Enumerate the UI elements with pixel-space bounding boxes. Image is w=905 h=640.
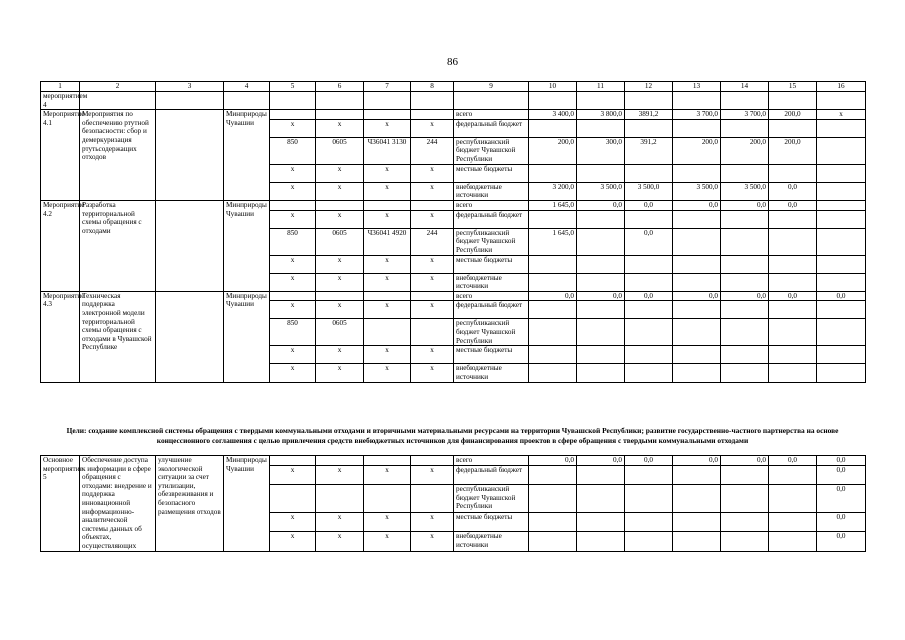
table-cell xyxy=(673,273,721,291)
table-cell xyxy=(769,119,817,137)
table-cell xyxy=(625,301,673,319)
table-cell: 0,0 xyxy=(817,513,866,532)
table-cell xyxy=(529,513,577,532)
table-cell: 0,0 xyxy=(721,291,769,301)
table-cell: 9 xyxy=(454,82,529,92)
table-cell xyxy=(156,200,224,291)
table-cell xyxy=(769,301,817,319)
table-cell xyxy=(316,291,364,301)
table-cell xyxy=(673,119,721,137)
table-cell: 0605 xyxy=(316,228,364,255)
table-cell xyxy=(577,228,625,255)
table-cell: x xyxy=(270,513,316,532)
table-cell: 2 xyxy=(80,82,156,92)
table-cell xyxy=(673,301,721,319)
table-cell: 13 xyxy=(673,82,721,92)
table-cell: x xyxy=(364,273,411,291)
table-cell: x xyxy=(411,532,454,551)
table-cell: 14 xyxy=(721,82,769,92)
table-cell: федеральный бюджет xyxy=(454,301,529,319)
table-cell xyxy=(270,200,316,210)
table-cell xyxy=(817,364,866,382)
table-cell xyxy=(577,92,625,110)
table-cell: 0,0 xyxy=(817,485,866,513)
table-cell xyxy=(316,92,364,110)
table-cell: Ч36041 3130 xyxy=(364,137,411,164)
table-cell xyxy=(673,513,721,532)
table-cell: Минприроды Чувашии xyxy=(224,110,270,201)
table-cell: x xyxy=(364,364,411,382)
table-cell: внебюджетные источники xyxy=(454,182,529,200)
table-cell xyxy=(625,164,673,182)
table-cell: республиканский бюджет Чувашской Республики xyxy=(454,319,529,346)
table-cell: 3 500,0 xyxy=(625,182,673,200)
table-cell: x xyxy=(316,301,364,319)
table-cell xyxy=(673,364,721,382)
table-cell: Ч36041 4920 xyxy=(364,228,411,255)
table-cell: x xyxy=(270,273,316,291)
table-cell: x xyxy=(411,273,454,291)
table-cell: внебюджетные источники xyxy=(454,273,529,291)
table-cell: 0605 xyxy=(316,319,364,346)
table-cell xyxy=(577,319,625,346)
table-cell: Минприроды Чувашии xyxy=(224,291,270,382)
table-cell xyxy=(673,346,721,364)
table-cell: x xyxy=(364,119,411,137)
table-cell xyxy=(316,200,364,210)
table-cell xyxy=(673,485,721,513)
table-cell: 0,0 xyxy=(817,456,866,466)
table-cell: 16 xyxy=(817,82,866,92)
table-cell xyxy=(817,92,866,110)
table-cell: 200,0 xyxy=(721,137,769,164)
table-cell: x xyxy=(817,110,866,120)
table-cell xyxy=(625,210,673,228)
table-cell xyxy=(529,301,577,319)
table-cell: 3 400,0 xyxy=(529,110,577,120)
table-cell xyxy=(577,466,625,485)
table-cell xyxy=(721,164,769,182)
table-cell: 0,0 xyxy=(673,291,721,301)
table-cell xyxy=(769,364,817,382)
table-cell: 3 500,0 xyxy=(721,182,769,200)
table-cell xyxy=(673,228,721,255)
table-cell: x xyxy=(364,513,411,532)
table-cell xyxy=(577,513,625,532)
table-cell: 0,0 xyxy=(577,291,625,301)
table-cell: 391,2 xyxy=(625,137,673,164)
table-cell: x xyxy=(270,364,316,382)
table-cell: Обеспечение доступа к информации в сфере обращения с отходами: внедрение и поддержка инновационной информационно-аналитической системы данных об объектах, осуществляющих xyxy=(80,456,156,552)
table-cell: 244 xyxy=(411,137,454,164)
table-cell: x xyxy=(270,346,316,364)
table-cell: республиканский бюджет Чувашской Республики xyxy=(454,228,529,255)
table-cell: x xyxy=(270,255,316,273)
table-cell: 0,0 xyxy=(625,228,673,255)
table-cell xyxy=(721,466,769,485)
table-cell: x xyxy=(411,364,454,382)
table-cell xyxy=(769,273,817,291)
table-cell xyxy=(721,346,769,364)
table-cell: x xyxy=(316,364,364,382)
table-cell xyxy=(411,456,454,466)
table-cell: 300,0 xyxy=(577,137,625,164)
table-cell: x xyxy=(270,164,316,182)
table-cell: 3 500,0 xyxy=(673,182,721,200)
table-cell: 0,0 xyxy=(721,456,769,466)
table-cell xyxy=(270,92,316,110)
table-cell: 10 xyxy=(529,82,577,92)
table-cell xyxy=(529,164,577,182)
table-cell xyxy=(529,485,577,513)
table-cell: 0,0 xyxy=(769,200,817,210)
table-cell: x xyxy=(270,210,316,228)
table-cell xyxy=(529,364,577,382)
budget-table-continued xyxy=(40,455,866,552)
page-number: 86 xyxy=(447,56,458,68)
table-cell: x xyxy=(270,532,316,551)
table-cell xyxy=(156,92,224,110)
table-cell xyxy=(769,346,817,364)
table-cell: x xyxy=(316,346,364,364)
table-cell xyxy=(721,273,769,291)
table-cell: x xyxy=(364,182,411,200)
table-cell xyxy=(577,255,625,273)
table-cell: 0,0 xyxy=(769,291,817,301)
table-cell: 1 645,0 xyxy=(529,200,577,210)
table-row xyxy=(41,92,866,110)
table-cell: x xyxy=(411,466,454,485)
table-cell xyxy=(625,273,673,291)
table-cell xyxy=(224,92,270,110)
table-cell: x xyxy=(270,182,316,200)
table-cell xyxy=(316,456,364,466)
table-cell: 0,0 xyxy=(625,456,673,466)
table-cell xyxy=(156,110,224,201)
table-cell xyxy=(817,255,866,273)
table-cell xyxy=(721,210,769,228)
table-cell xyxy=(364,110,411,120)
table-cell xyxy=(316,485,364,513)
table-cell xyxy=(721,513,769,532)
table-cell: x xyxy=(316,513,364,532)
table-cell xyxy=(364,92,411,110)
table-cell xyxy=(817,210,866,228)
table-cell xyxy=(270,485,316,513)
table-cell xyxy=(673,319,721,346)
table-cell: x xyxy=(411,119,454,137)
table-cell xyxy=(769,228,817,255)
table-cell xyxy=(673,532,721,551)
budget-table xyxy=(40,81,866,383)
table-cell xyxy=(721,228,769,255)
table-cell xyxy=(817,228,866,255)
table-cell xyxy=(721,532,769,551)
table-cell xyxy=(270,110,316,120)
table-cell: x xyxy=(364,301,411,319)
table-cell xyxy=(721,301,769,319)
table-cell xyxy=(577,119,625,137)
table-cell xyxy=(80,92,156,110)
table-cell: 850 xyxy=(270,319,316,346)
table-cell xyxy=(411,110,454,120)
table-cell: x xyxy=(316,119,364,137)
table-cell: x xyxy=(270,466,316,485)
table-cell: x xyxy=(411,182,454,200)
table-cell: 3 800,0 xyxy=(577,110,625,120)
table-cell: 0,0 xyxy=(577,200,625,210)
table-cell xyxy=(817,164,866,182)
table-cell: республиканский бюджет Чувашской Республики xyxy=(454,137,529,164)
table-cell: x xyxy=(411,164,454,182)
table-cell xyxy=(364,319,411,346)
table-cell xyxy=(577,485,625,513)
table-cell xyxy=(529,255,577,273)
table-cell xyxy=(625,532,673,551)
table-cell xyxy=(577,301,625,319)
table-cell: местные бюджеты xyxy=(454,513,529,532)
table-cell: 3891,2 xyxy=(625,110,673,120)
table-cell: 7 xyxy=(364,82,411,92)
table-cell: 200,0 xyxy=(529,137,577,164)
table-cell xyxy=(411,92,454,110)
table-cell: Мероприятие 4.2 xyxy=(41,200,80,291)
table-cell: внебюджетные источники xyxy=(454,532,529,551)
table-cell: 6 xyxy=(316,82,364,92)
table-cell xyxy=(769,513,817,532)
table-cell xyxy=(817,137,866,164)
table-cell: x xyxy=(364,466,411,485)
table-cell xyxy=(625,466,673,485)
table-row xyxy=(41,110,866,120)
table-cell xyxy=(817,301,866,319)
table-cell: 0605 xyxy=(316,137,364,164)
table-cell: 3 700,0 xyxy=(721,110,769,120)
table-cell xyxy=(270,456,316,466)
table-cell: 0,0 xyxy=(817,466,866,485)
table-cell: x xyxy=(364,255,411,273)
table-cell xyxy=(625,255,673,273)
table-cell: x xyxy=(316,164,364,182)
table-cell: 0,0 xyxy=(625,291,673,301)
table-cell: 0,0 xyxy=(529,456,577,466)
table-cell xyxy=(364,291,411,301)
table-cell: x xyxy=(411,346,454,364)
table-cell: республиканский бюджет Чувашской Республики xyxy=(454,485,529,513)
table-cell xyxy=(625,364,673,382)
table-cell: местные бюджеты xyxy=(454,255,529,273)
table-cell xyxy=(316,110,364,120)
table-cell: 850 xyxy=(270,137,316,164)
table-cell xyxy=(411,485,454,513)
table-cell xyxy=(577,164,625,182)
table-cell xyxy=(769,255,817,273)
table-cell xyxy=(625,346,673,364)
table-cell: 200,0 xyxy=(769,137,817,164)
table-cell: внебюджетные источники xyxy=(454,364,529,382)
table-cell xyxy=(769,532,817,551)
table-cell xyxy=(673,466,721,485)
table-cell xyxy=(625,119,673,137)
table-cell: всего xyxy=(454,456,529,466)
table-cell: x xyxy=(316,210,364,228)
table-cell: 200,0 xyxy=(769,110,817,120)
table-cell: x xyxy=(270,301,316,319)
table-cell: местные бюджеты xyxy=(454,346,529,364)
table-cell: Мероприятие 4.3 xyxy=(41,291,80,382)
table-cell: 8 xyxy=(411,82,454,92)
goal-text: Цели: создание комплексной системы обращения с твердыми коммунальными отходами и вторичными материальными ресурсами на территории Чувашской Республики; развитие государственно-частного партнерства на основе концессионного соглашения с целью привлечения средств внебюджетных источников для финансирования проектов в сфере обращения с твердыми коммунальными отходами xyxy=(66,426,839,445)
table-cell: x xyxy=(411,513,454,532)
table-cell: Разработка территориальной схемы обращения с отходами xyxy=(80,200,156,291)
table-cell: улучшение экологической ситуации за счет утилизации, обезвреживания и безопасного размещения отходов xyxy=(156,456,224,552)
table-cell: 200,0 xyxy=(673,137,721,164)
table-cell xyxy=(769,319,817,346)
table-cell xyxy=(625,513,673,532)
table-cell: x xyxy=(411,255,454,273)
table-cell: 0,0 xyxy=(529,291,577,301)
table-cell xyxy=(454,92,529,110)
table-cell xyxy=(529,210,577,228)
table-cell xyxy=(721,92,769,110)
table-cell: x xyxy=(364,532,411,551)
table-cell xyxy=(673,210,721,228)
table-cell: x xyxy=(316,532,364,551)
table-cell xyxy=(156,291,224,382)
table-cell xyxy=(577,346,625,364)
table-cell xyxy=(411,319,454,346)
table-cell: Минприроды Чувашии xyxy=(224,456,270,552)
table-cell: 244 xyxy=(411,228,454,255)
table-row xyxy=(41,456,866,466)
table-cell: x xyxy=(411,301,454,319)
table-cell xyxy=(721,119,769,137)
table-cell xyxy=(577,364,625,382)
table-cell xyxy=(769,466,817,485)
table-cell: 0,0 xyxy=(817,532,866,551)
table-cell xyxy=(721,485,769,513)
table-cell xyxy=(625,485,673,513)
table-cell: 0,0 xyxy=(721,200,769,210)
table-cell: Основное мероприятие 5 xyxy=(41,456,80,552)
table-cell: 0,0 xyxy=(769,182,817,200)
table-cell xyxy=(769,92,817,110)
table-cell: Мероприятие 4.1 xyxy=(41,110,80,201)
table-cell xyxy=(529,346,577,364)
table-cell xyxy=(817,319,866,346)
table-cell: всего xyxy=(454,200,529,210)
table-cell: федеральный бюджет xyxy=(454,119,529,137)
table-cell xyxy=(817,273,866,291)
table-cell xyxy=(625,319,673,346)
table-cell: 0,0 xyxy=(625,200,673,210)
table-cell: x xyxy=(270,119,316,137)
table-header-row xyxy=(41,82,866,92)
table-cell: всего xyxy=(454,291,529,301)
table-cell: 0,0 xyxy=(769,456,817,466)
table-cell: Минприроды Чувашии xyxy=(224,200,270,291)
table-cell: 0,0 xyxy=(673,200,721,210)
table-cell xyxy=(577,532,625,551)
table-cell: x xyxy=(316,466,364,485)
table-cell: 1 xyxy=(41,82,80,92)
table-cell xyxy=(673,164,721,182)
table-cell xyxy=(769,164,817,182)
table-cell: 1 645,0 xyxy=(529,228,577,255)
table-cell xyxy=(577,273,625,291)
table-cell: 0,0 xyxy=(577,456,625,466)
table-cell: местные бюджеты xyxy=(454,164,529,182)
table-row xyxy=(41,291,866,301)
table-cell xyxy=(817,346,866,364)
table-cell: 11 xyxy=(577,82,625,92)
table-cell xyxy=(529,532,577,551)
table-cell xyxy=(673,255,721,273)
table-cell: всего xyxy=(454,110,529,120)
table-cell: федеральный бюджет xyxy=(454,466,529,485)
table-cell: x xyxy=(316,182,364,200)
table-cell: 3 700,0 xyxy=(673,110,721,120)
table-cell xyxy=(270,291,316,301)
table-cell xyxy=(817,200,866,210)
table-cell: x xyxy=(316,273,364,291)
table-cell: 850 xyxy=(270,228,316,255)
table-cell xyxy=(769,485,817,513)
table-cell xyxy=(529,273,577,291)
table-cell: 3 xyxy=(156,82,224,92)
table-cell xyxy=(529,319,577,346)
table-cell: Техническая поддержка электронной модели территориальной схемы обращения с отходами в Чувашской Республике xyxy=(80,291,156,382)
table-cell xyxy=(625,92,673,110)
table-cell xyxy=(673,92,721,110)
table-cell xyxy=(529,92,577,110)
table-cell: 12 xyxy=(625,82,673,92)
table-cell xyxy=(529,466,577,485)
table-cell xyxy=(364,200,411,210)
table-cell xyxy=(769,210,817,228)
table-cell: x xyxy=(411,210,454,228)
table-cell: федеральный бюджет xyxy=(454,210,529,228)
table-cell xyxy=(529,119,577,137)
table-cell xyxy=(364,456,411,466)
table-cell: 3 200,0 xyxy=(529,182,577,200)
table-cell xyxy=(364,485,411,513)
table-cell xyxy=(721,255,769,273)
table-cell: 3 500,0 xyxy=(577,182,625,200)
table-cell: x xyxy=(316,255,364,273)
table-cell xyxy=(411,200,454,210)
table-cell xyxy=(577,210,625,228)
table-cell: 15 xyxy=(769,82,817,92)
table-cell xyxy=(721,364,769,382)
table-cell: Мероприятия по обеспечению ртутной безопасности: сбор и демеркуризация ртутьсодержащих отходов xyxy=(80,110,156,201)
table-cell: x xyxy=(364,164,411,182)
table-cell: 0,0 xyxy=(817,291,866,301)
table-cell xyxy=(817,119,866,137)
table-row xyxy=(41,200,866,210)
table-cell xyxy=(817,182,866,200)
table-cell: x xyxy=(364,346,411,364)
table-cell: 0,0 xyxy=(673,456,721,466)
table-cell: x xyxy=(364,210,411,228)
table-cell xyxy=(721,319,769,346)
table-cell: мероприятием 4 xyxy=(41,92,80,110)
table-cell xyxy=(411,291,454,301)
table-cell: 4 xyxy=(224,82,270,92)
table-cell: 5 xyxy=(270,82,316,92)
